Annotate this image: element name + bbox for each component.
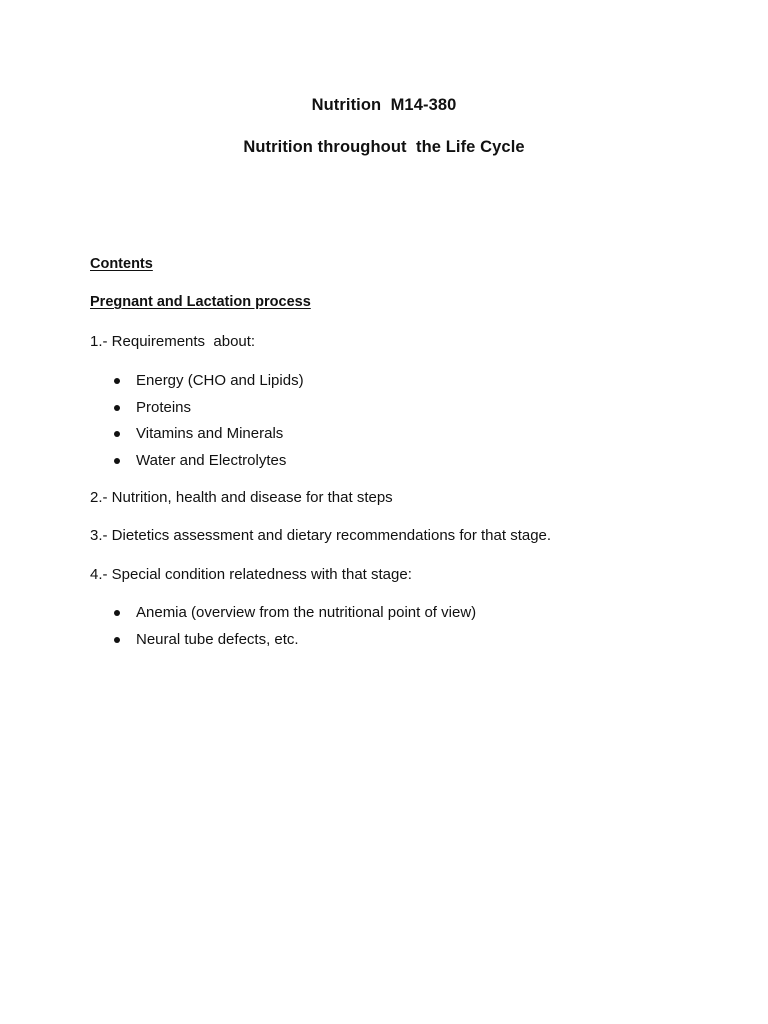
bullet-icon (114, 378, 120, 384)
document-subtitle: Nutrition throughout the Life Cycle (243, 138, 525, 156)
list-item-special-conditions: 4.- Special condition relatedness with that stage: (90, 566, 412, 583)
bullet-item (0, 604, 477, 631)
bullet-text: Anemia (overview from the nutritional point of view) (136, 604, 477, 621)
bullet-icon (114, 610, 120, 616)
contents-heading: Contents (90, 256, 153, 272)
bullet-icon (114, 431, 120, 437)
section-heading: Pregnant and Lactation process (90, 294, 311, 310)
bullet-item (0, 398, 192, 426)
list-item-requirements: 1.- Requirements about: (90, 333, 256, 350)
bullet-icon (114, 458, 120, 464)
bullet-text: Vitamins and Minerals (136, 425, 284, 442)
list-item-nutrition-health: 2.- Nutrition, health and disease for that steps (90, 489, 393, 506)
bullet-item (0, 630, 299, 658)
requirements-bullet-list (0, 372, 304, 478)
bullet-item (0, 372, 304, 399)
bullet-text: Neural tube defects, etc. (136, 630, 299, 648)
special-conditions-bullet-list (0, 604, 477, 657)
document-title: Nutrition M14-380 (311, 96, 457, 114)
bullet-icon (114, 637, 120, 643)
bullet-text: Water and Electrolytes (136, 451, 287, 469)
bullet-item (0, 451, 287, 479)
bullet-text: Energy (CHO and Lipids) (136, 372, 304, 389)
bullet-icon (114, 405, 120, 411)
bullet-item (0, 425, 284, 452)
bullet-text: Proteins (136, 398, 192, 416)
list-item-dietetics: 3.- Dietetics assessment and dietary recommendations for that stage. (90, 527, 552, 544)
